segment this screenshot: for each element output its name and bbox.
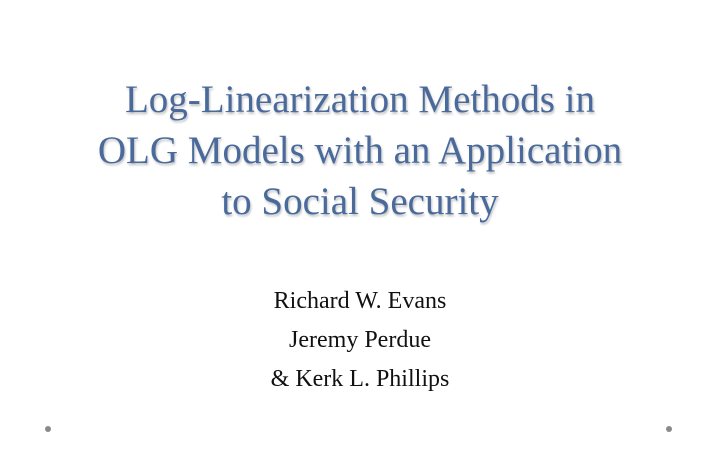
title-line-2: OLG Models with an Application [97, 129, 623, 172]
author-list [160, 282, 560, 399]
corner-dot-left [45, 426, 51, 432]
author-line-1: Richard W. Evans [273, 288, 447, 314]
title-line-3: to Social Security [221, 180, 499, 223]
corner-dot-right [666, 426, 672, 432]
author-line-2: Jeremy Perdue [289, 327, 431, 353]
author-line-3: & Kerk L. Phillips [270, 366, 450, 392]
slide-title [40, 74, 680, 227]
title-line-1: Log-Linearization Methods in [124, 78, 596, 121]
